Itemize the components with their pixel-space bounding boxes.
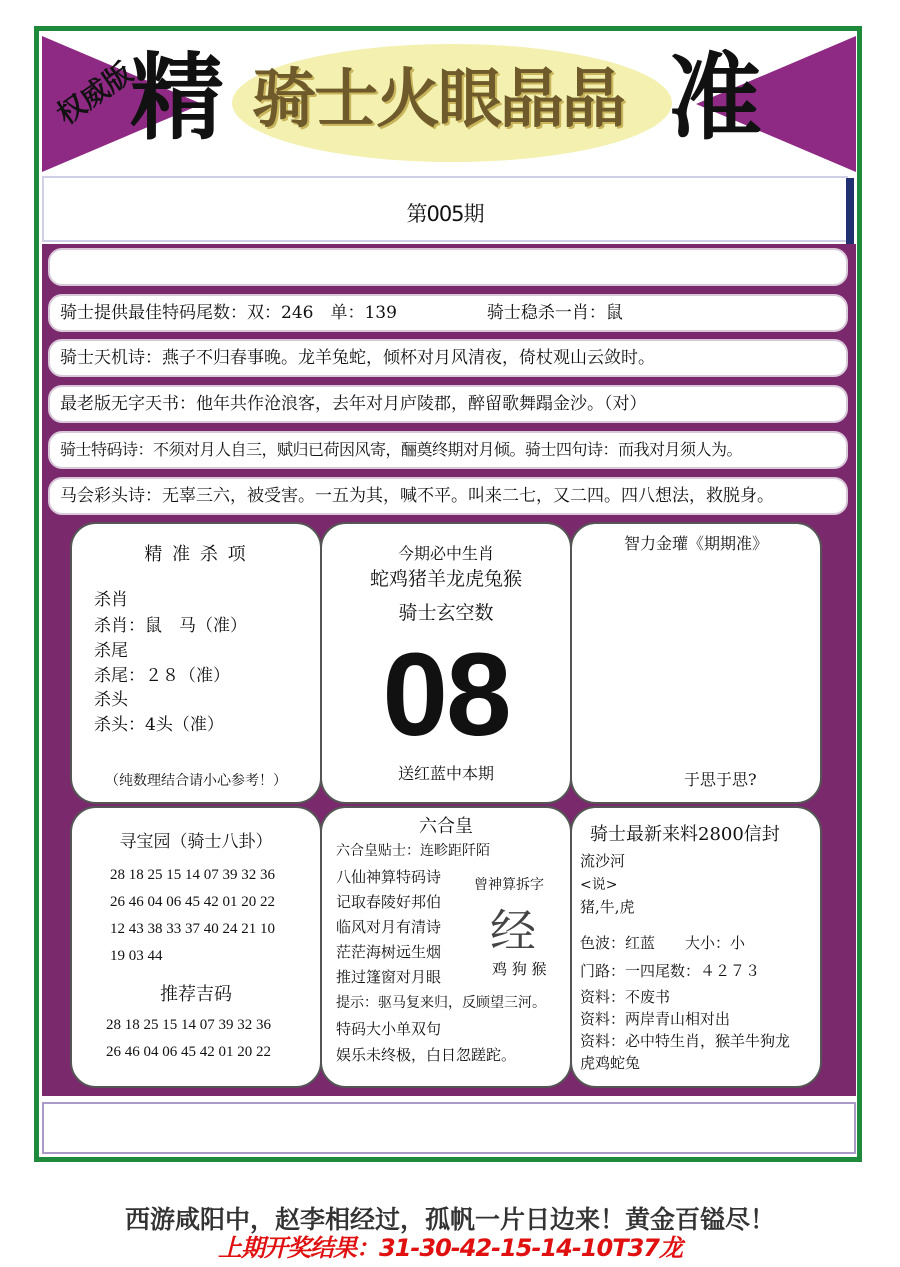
number-row: 28 18 25 15 14 07 39 32 36 bbox=[106, 1017, 271, 1033]
must-zodiac-label: 今期必中生肖 bbox=[397, 544, 494, 563]
empty-bar bbox=[48, 248, 848, 286]
issue-box-shade bbox=[846, 178, 854, 244]
number-row: 19 03 44 bbox=[110, 948, 163, 964]
poem-line: 记取春陵好邦伯 bbox=[336, 893, 442, 911]
latest-route: 门路：一四尾数：４２７３ bbox=[580, 962, 761, 980]
treasure-card bbox=[70, 806, 322, 1088]
poem-line: 临风对月有清诗 bbox=[336, 918, 442, 936]
poem-2: 最老版无字天书：他年共作沧浪客，去年对月庐陵郡，醉留歌舞蹋金沙。（对） bbox=[60, 393, 647, 414]
latest-line: 流沙河 bbox=[580, 852, 626, 870]
mystic-number-label: 骑士玄空数 bbox=[398, 602, 494, 624]
kill-line: 杀尾：２８（准） bbox=[94, 666, 230, 686]
kill-line: 杀头：4头（准） bbox=[94, 715, 224, 735]
recommend-title: 推荐吉码 bbox=[160, 984, 232, 1005]
kill-note: （纯数理结合请小心参考！） bbox=[105, 773, 287, 789]
poem-bar-1 bbox=[48, 339, 848, 377]
page-title: 骑士火眼晶晶 bbox=[252, 63, 624, 137]
size-line: 娱乐未终极，白日忽蹉跎。 bbox=[336, 1046, 517, 1064]
wisdom-footer: 于思于思? bbox=[684, 770, 757, 789]
issue-box bbox=[42, 176, 848, 242]
split-answer: 鸡 狗 猴 bbox=[492, 960, 547, 978]
poem-4: 马会彩头诗：无辜三六，被受害。一五为其，喊不平。叫来二七，又二四。四八想法，救脱身。 bbox=[60, 485, 774, 506]
mystic-number: 08 bbox=[382, 629, 510, 761]
left-big-char: 精 bbox=[130, 44, 225, 153]
liuhe-hint: 提示：驱马复来归，反顾望三河。 bbox=[336, 995, 546, 1011]
number-row: 26 46 04 06 45 42 01 20 22 bbox=[110, 894, 275, 910]
number-row: 28 18 25 15 14 07 39 32 36 bbox=[110, 867, 275, 883]
treasure-title: 寻宝园（骑士八卦） bbox=[119, 832, 273, 852]
kill-line: 杀尾 bbox=[94, 641, 128, 661]
latest-card bbox=[570, 806, 822, 1088]
poem-line: 推过篷窗对月眼 bbox=[336, 968, 442, 986]
liuhe-tip: 六合皇贴士：连畛距阡陌 bbox=[336, 843, 490, 859]
poem-1: 骑士天机诗：燕子不归春事晚。龙羊兔蛇，倾杯对月风清夜，倚杖观山云敛时。 bbox=[60, 347, 655, 368]
kill-title: 精 准 杀 项 bbox=[144, 544, 248, 565]
latest-data: 资料：不废书 bbox=[580, 988, 671, 1006]
poem-bar-4 bbox=[48, 477, 848, 515]
latest-data: 虎鸡蛇兔 bbox=[580, 1054, 641, 1072]
split-char: 经 bbox=[490, 904, 536, 958]
tail-bar bbox=[48, 294, 848, 332]
number-row: 26 46 04 06 45 42 01 20 22 bbox=[106, 1044, 271, 1060]
latest-data: 资料：必中特生肖，猴羊牛狗龙 bbox=[580, 1032, 791, 1050]
recommend-numbers bbox=[106, 1012, 271, 1066]
last-draw-result: 上期开奖结果：31-30-42-15-14-10T37龙 bbox=[218, 1234, 682, 1262]
size-title: 特码大小单双句 bbox=[336, 1020, 442, 1038]
latest-line: <说> bbox=[580, 877, 618, 893]
center-card bbox=[320, 522, 572, 804]
authority-badge: 权威版 bbox=[50, 55, 139, 132]
poem-3: 骑士特码诗：不须对月人自三，赋归已荷因风寄，酾奠终期对月倾。骑士四句诗：而我对月须人为。 bbox=[60, 440, 743, 459]
bottom-box bbox=[42, 1102, 856, 1154]
kill-one-text: 骑士稳杀一肖：鼠 bbox=[486, 302, 623, 323]
tail-text: 骑士提供最佳特码尾数：双：246 单：139 bbox=[60, 302, 397, 323]
right-big-char: 准 bbox=[668, 44, 763, 153]
latest-data: 资料：两岸青山相对出 bbox=[580, 1010, 731, 1028]
wisdom-card bbox=[570, 522, 822, 804]
kill-line: 杀肖 bbox=[94, 590, 128, 610]
zodiac-list: 蛇鸡猪羊龙虎兔猴 bbox=[369, 568, 522, 590]
kill-card bbox=[70, 522, 322, 804]
number-row: 12 43 38 33 37 40 24 21 10 bbox=[110, 921, 275, 937]
center-footer: 送红蓝中本期 bbox=[397, 764, 494, 783]
poem-title: 八仙神算特码诗 bbox=[336, 868, 442, 886]
footer-poem: 西游咸阳中，赵李相经过，孤帆一片日边来！黄金百镒尽！ bbox=[124, 1205, 775, 1234]
wisdom-title: 智力金瓘《期期准》 bbox=[623, 534, 768, 553]
poem-line: 茫茫海树远生烟 bbox=[336, 943, 442, 961]
latest-line: 猪,牛,虎 bbox=[580, 898, 635, 916]
latest-title: 骑士最新来料2800信封 bbox=[590, 824, 780, 845]
latest-color: 色波：红蓝 大小：小 bbox=[580, 934, 746, 952]
issue-number: 第005期 bbox=[406, 202, 484, 226]
poem-bar-3 bbox=[48, 431, 848, 469]
liuhe-card bbox=[320, 806, 572, 1088]
split-title: 曾神算拆字 bbox=[474, 877, 544, 893]
treasure-numbers bbox=[110, 862, 275, 970]
kill-line: 杀头 bbox=[94, 690, 128, 710]
poem-bar-2 bbox=[48, 385, 848, 423]
kill-line: 杀肖：鼠 马（准） bbox=[94, 616, 247, 636]
liuhe-title: 六合皇 bbox=[419, 816, 473, 837]
